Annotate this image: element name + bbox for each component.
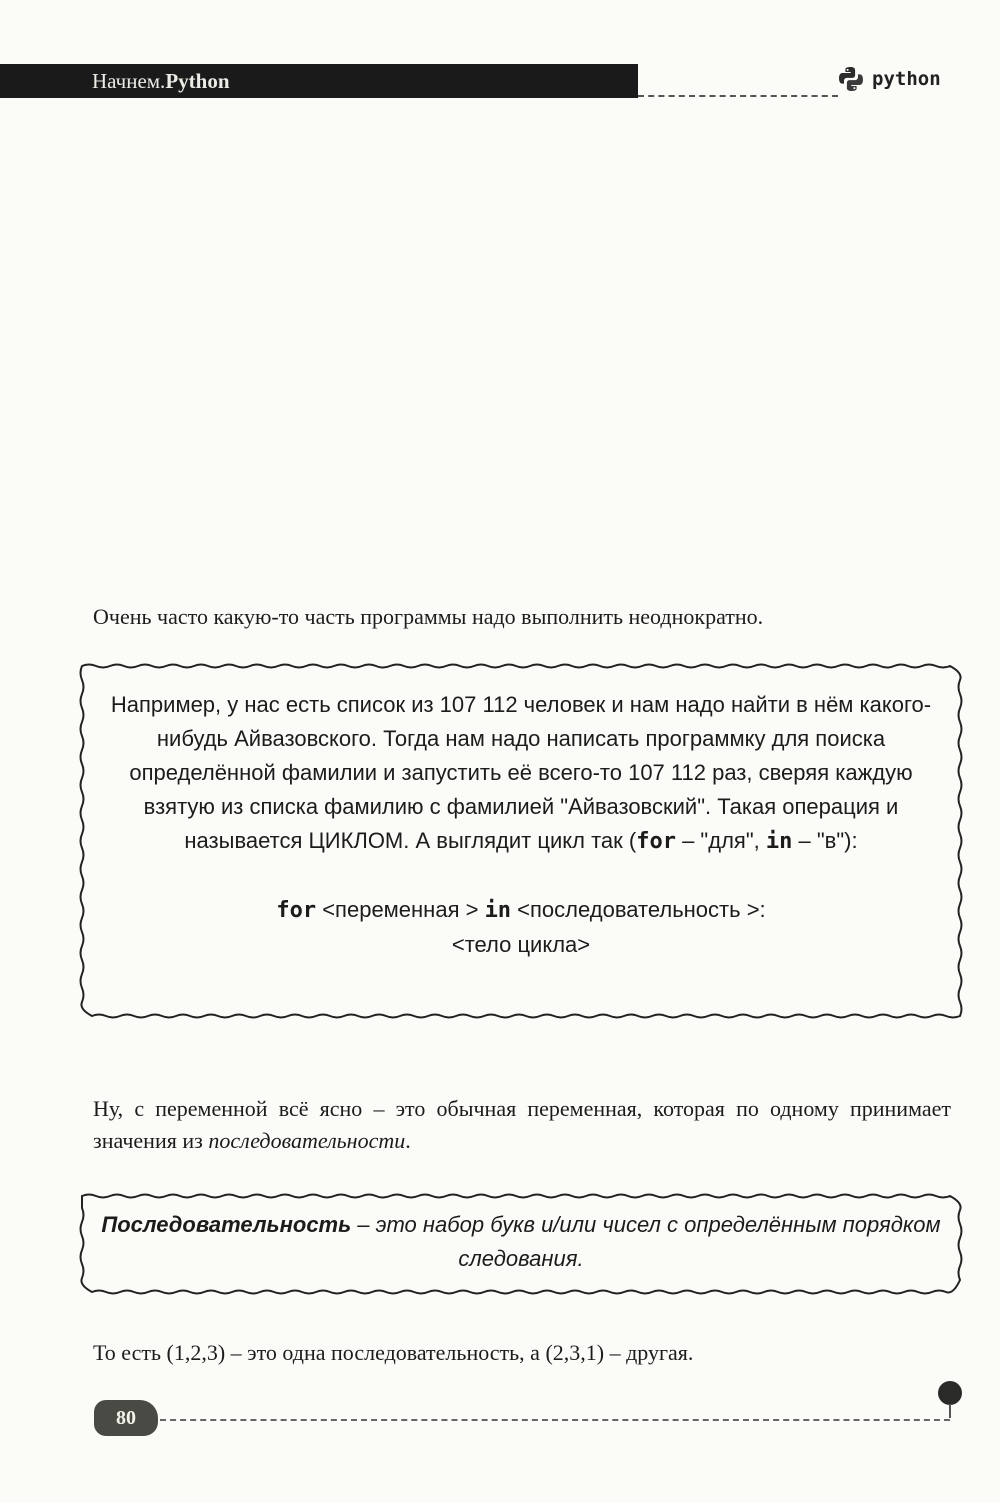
sequence-definition-box [76, 1190, 966, 1298]
loop-explanation: Например, у нас есть список из 107 112 человек и нам надо найти в нём какого-нибудь Айвазовского. Тогда нам надо написать программку для поиска определённой фамилии и запустить её всего-то 107 112 раз, сверяя каждую взятую из списка фамилию с фамилией "Айвазовский". Такая операция и называется ЦИКЛОМ. А выглядит цикл так (for – "для", in – "в"): [110, 692, 932, 854]
syntax-line: for <переменная > in <последовательность >: [276, 897, 766, 923]
variable-paragraph: Ну, с переменной всё ясно – это обычная переменная, которая по одному принимает значения из последовательности. [93, 1096, 951, 1153]
footer-dashed-line [160, 1419, 950, 1421]
intro-paragraph: Очень часто какую-то часть программы надо выполнить неоднократно. [93, 604, 764, 629]
definition-term: Последовательность [101, 1212, 352, 1237]
sequence-example: То есть (1,2,3) – это одна последовательность, а (2,3,1) – другая. [93, 1340, 694, 1365]
python-brand [838, 66, 941, 92]
running-header [0, 64, 638, 98]
header-title-prefix: Начнем. [92, 68, 166, 93]
definition-text: – это набор букв и/или чисел с определённым порядком следования. [351, 1212, 941, 1271]
brand-text: python [872, 68, 941, 90]
page-number: 80 [94, 1400, 158, 1436]
python-logo-icon [838, 66, 864, 92]
footer-dot-icon [938, 1381, 962, 1405]
header-title-bold: Python [165, 68, 230, 93]
loop-definition-box [76, 660, 966, 1022]
footer-stem [949, 1404, 951, 1418]
syntax-body: <тело цикла> [451, 932, 591, 957]
header-dashed-line [638, 95, 838, 97]
loop-syntax [98, 893, 944, 962]
